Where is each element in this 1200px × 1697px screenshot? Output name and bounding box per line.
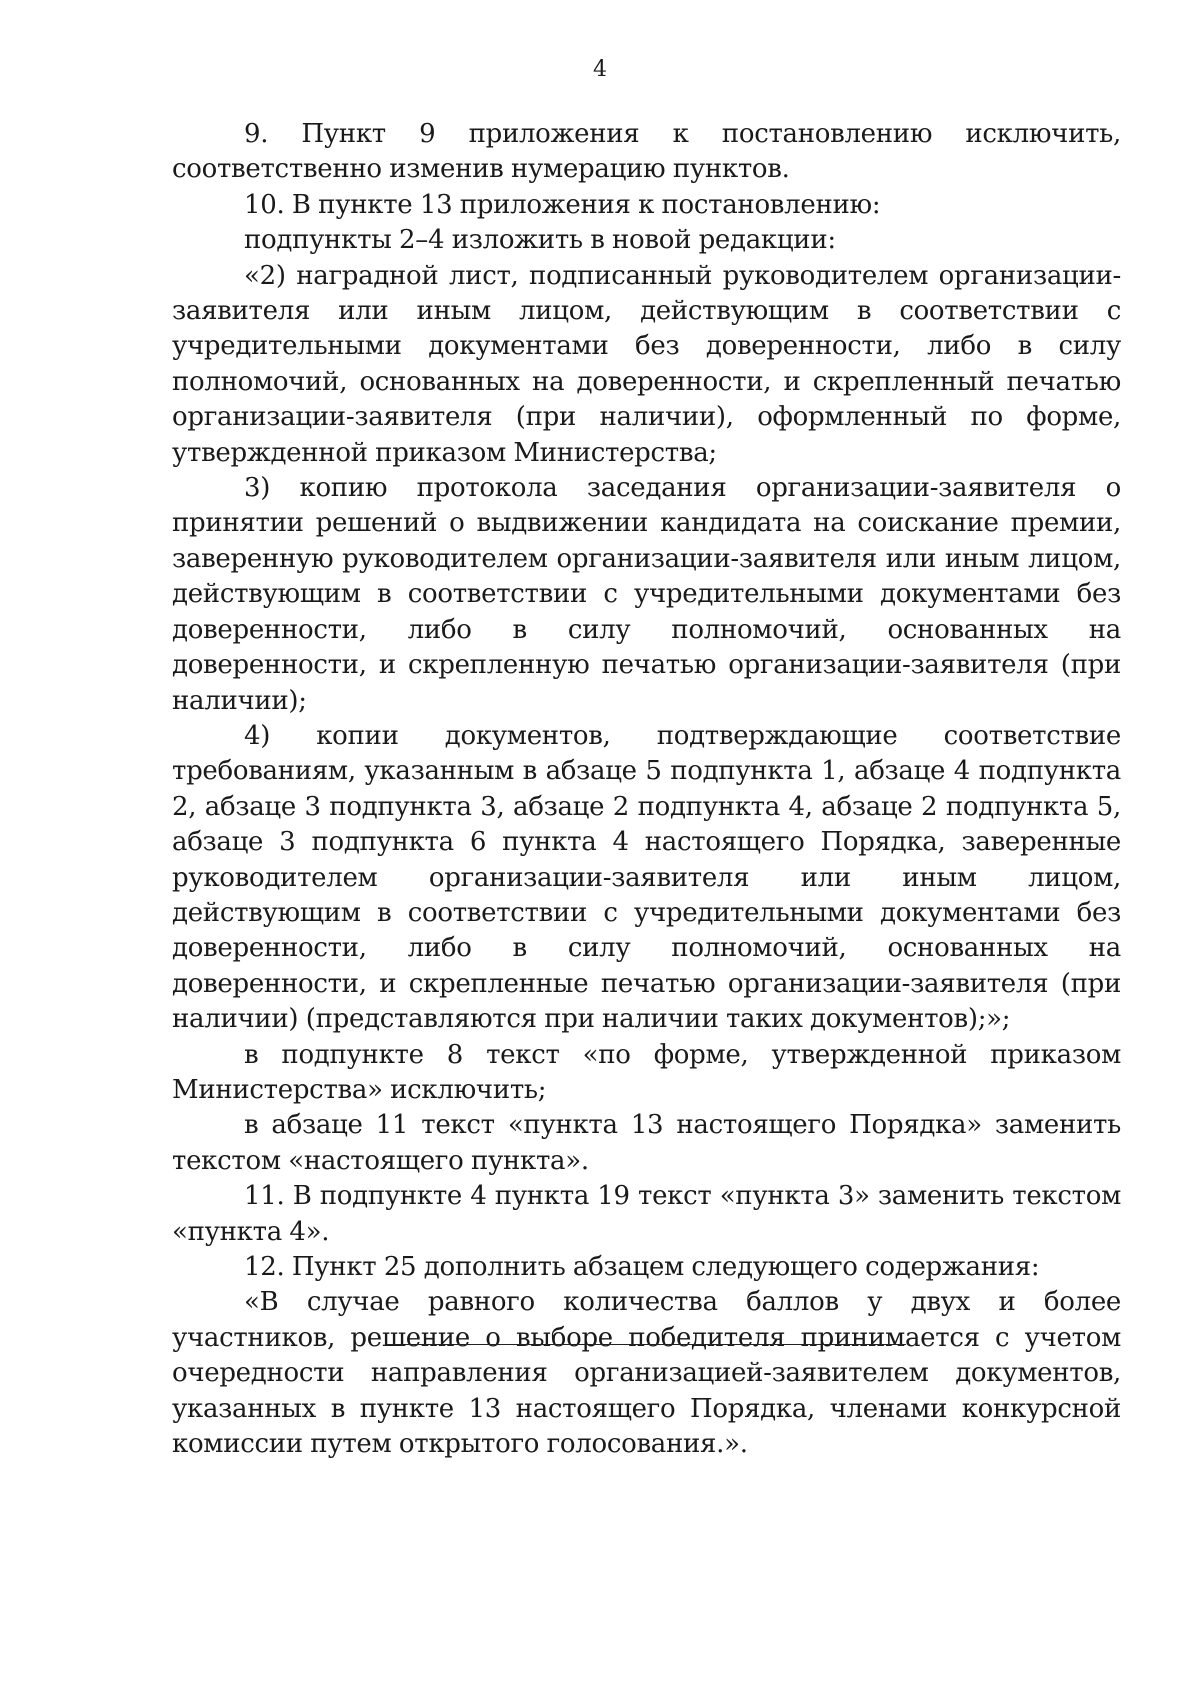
paragraph-subitem-2: «2) наградной лист, подписанный руководителем организации-заявителя или иным лицом, действующим в соответствии с учредительными документами без доверенности, либо в силу полномочий, основанных на доверенности, и скрепленный печатью организации-заявителя (при наличии), оформленный по форме, утвержденной приказом Министерства; bbox=[172, 260, 1121, 468]
paragraph-item-12: 12. Пункт 25 дополнить абзацем следующего содержания: bbox=[244, 1252, 1040, 1282]
paragraph-subitem-4: 4) копии документов, подтверждающие соответствие требованиям, указанным в абзаце 5 подпункта 1, абзаце 4 подпункта 2, абзаце 3 подпункта 3, абзаце 2 подпункта 4, абзаце 2 подпункта 5, абзаце 3 подпункта 6 пункта 4 настоящего Порядка, заверенные руководителем организации-заявителя или иным лицом, действующим в соответствии с учредительными документами без доверенности, либо в силу полномочий, основанных на доверенности, и скрепленные печатью организации-заявителя (при наличии) (представляются при наличии таких документов);»; bbox=[172, 720, 1121, 1035]
document-body bbox=[172, 117, 1121, 1462]
paragraph-item-12-text: «В случае равного количества баллов у двух и более участников, решение о выборе победителя принимается с учетом очередности направления организацией-заявителем документов, указанных в пункте 13 настоящего Порядка, членами конкурсной комиссии путем открытого голосования.». bbox=[172, 1287, 1121, 1460]
paragraph-abzats-11: в абзаце 11 текст «пункта 13 настоящего Порядка» заменить текстом «настоящего пункта». bbox=[172, 1110, 1121, 1176]
paragraph-item-9: 9. Пункт 9 приложения к постановлению исключить, соответственно изменив нумерацию пунктов. bbox=[172, 119, 1121, 185]
paragraph-subitems-intro: подпункты 2–4 изложить в новой редакции: bbox=[244, 225, 836, 256]
paragraph-subitem-8: в подпункте 8 текст «по форме, утвержденной приказом Министерства» исключить; bbox=[172, 1039, 1121, 1105]
paragraph-item-10: 10. В пункте 13 приложения к постановлению: bbox=[244, 189, 881, 220]
paragraph-item-11: 11. В подпункте 4 пункта 19 текст «пункта 3» заменить текстом «пункта 4». bbox=[172, 1181, 1121, 1247]
page-number: 4 bbox=[593, 57, 607, 82]
paragraph-subitem-3: 3) копию протокола заседания организации-заявителя о принятии решений о выдвижении кандидата на соискание премии, заверенную руководителем организации-заявителя или иным лицом, действующим в соответствии с учредительными документами без доверенности, либо в силу полномочий, основанных на доверенности, и скрепленную печатью организации-заявителя (при наличии); bbox=[172, 473, 1121, 716]
end-divider-line bbox=[387, 1344, 906, 1345]
